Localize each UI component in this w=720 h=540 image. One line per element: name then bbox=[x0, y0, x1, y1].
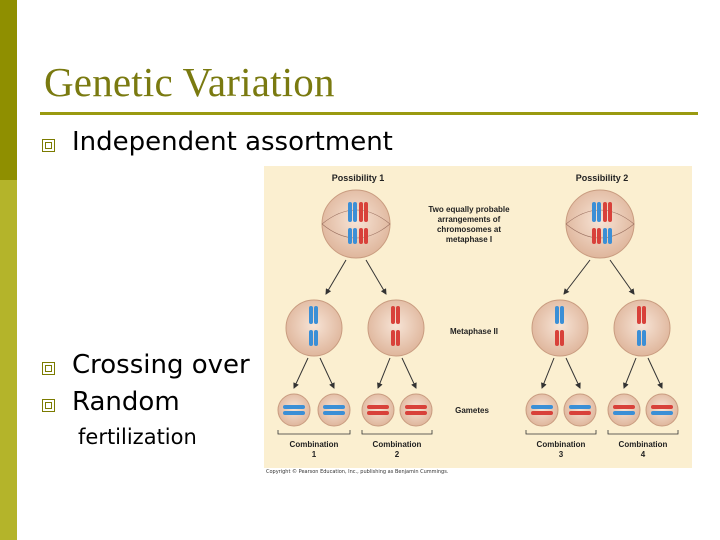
combination-label: Combination bbox=[372, 440, 422, 449]
bullet-text: Independent assortment bbox=[72, 127, 393, 157]
gamete-cell bbox=[608, 394, 640, 426]
bullet-text: Crossing over bbox=[72, 350, 250, 380]
note-text: Two equally probable bbox=[428, 205, 510, 214]
gamete-cell bbox=[646, 394, 678, 426]
combination-label: Combination bbox=[536, 440, 586, 449]
combination-number: 1 bbox=[311, 450, 317, 459]
gamete-cell bbox=[318, 394, 350, 426]
metaphase-ii-cell bbox=[532, 300, 588, 356]
bullet-text: Random bbox=[72, 387, 180, 417]
gamete-cell bbox=[564, 394, 596, 426]
bullet-square-icon bbox=[42, 362, 55, 375]
metaphase-ii-cell bbox=[368, 300, 424, 356]
metaphase-ii-cell bbox=[614, 300, 670, 356]
gametes-label: Gametes bbox=[455, 406, 489, 415]
note-text: arrangements of bbox=[437, 215, 501, 224]
gamete-cell bbox=[400, 394, 432, 426]
combination-number: 2 bbox=[394, 450, 400, 459]
possibility-2-label: Possibility 2 bbox=[575, 173, 629, 183]
side-accent-bar-top bbox=[0, 0, 17, 180]
meiosis-figure bbox=[264, 166, 692, 468]
combination-number: 4 bbox=[640, 450, 646, 459]
bullet-square-icon bbox=[42, 399, 55, 412]
metaphase-i-cell-1 bbox=[322, 190, 390, 258]
metaphase-ii-cell bbox=[286, 300, 342, 356]
title-underline bbox=[40, 112, 698, 115]
gamete-cell bbox=[278, 394, 310, 426]
figure-copyright: Copyright © Pearson Education, Inc., publishing as Benjamin Cummings. bbox=[266, 469, 449, 475]
gamete-cell bbox=[362, 394, 394, 426]
gamete-cell bbox=[526, 394, 558, 426]
bullet-square-icon bbox=[42, 139, 55, 152]
note-text: chromosomes at bbox=[436, 225, 502, 234]
metaphase-ii-label: Metaphase II bbox=[449, 327, 499, 336]
combination-label: Combination bbox=[618, 440, 668, 449]
possibility-1-label: Possibility 1 bbox=[331, 173, 385, 183]
side-accent-bar-bottom bbox=[0, 180, 17, 540]
combination-number: 3 bbox=[558, 450, 564, 459]
metaphase-i-cell-2 bbox=[566, 190, 634, 258]
note-text: metaphase I bbox=[445, 235, 493, 244]
bullet-continuation: fertilization bbox=[78, 425, 197, 449]
slide-title: Genetic Variation bbox=[44, 59, 335, 105]
combination-label: Combination bbox=[289, 440, 339, 449]
